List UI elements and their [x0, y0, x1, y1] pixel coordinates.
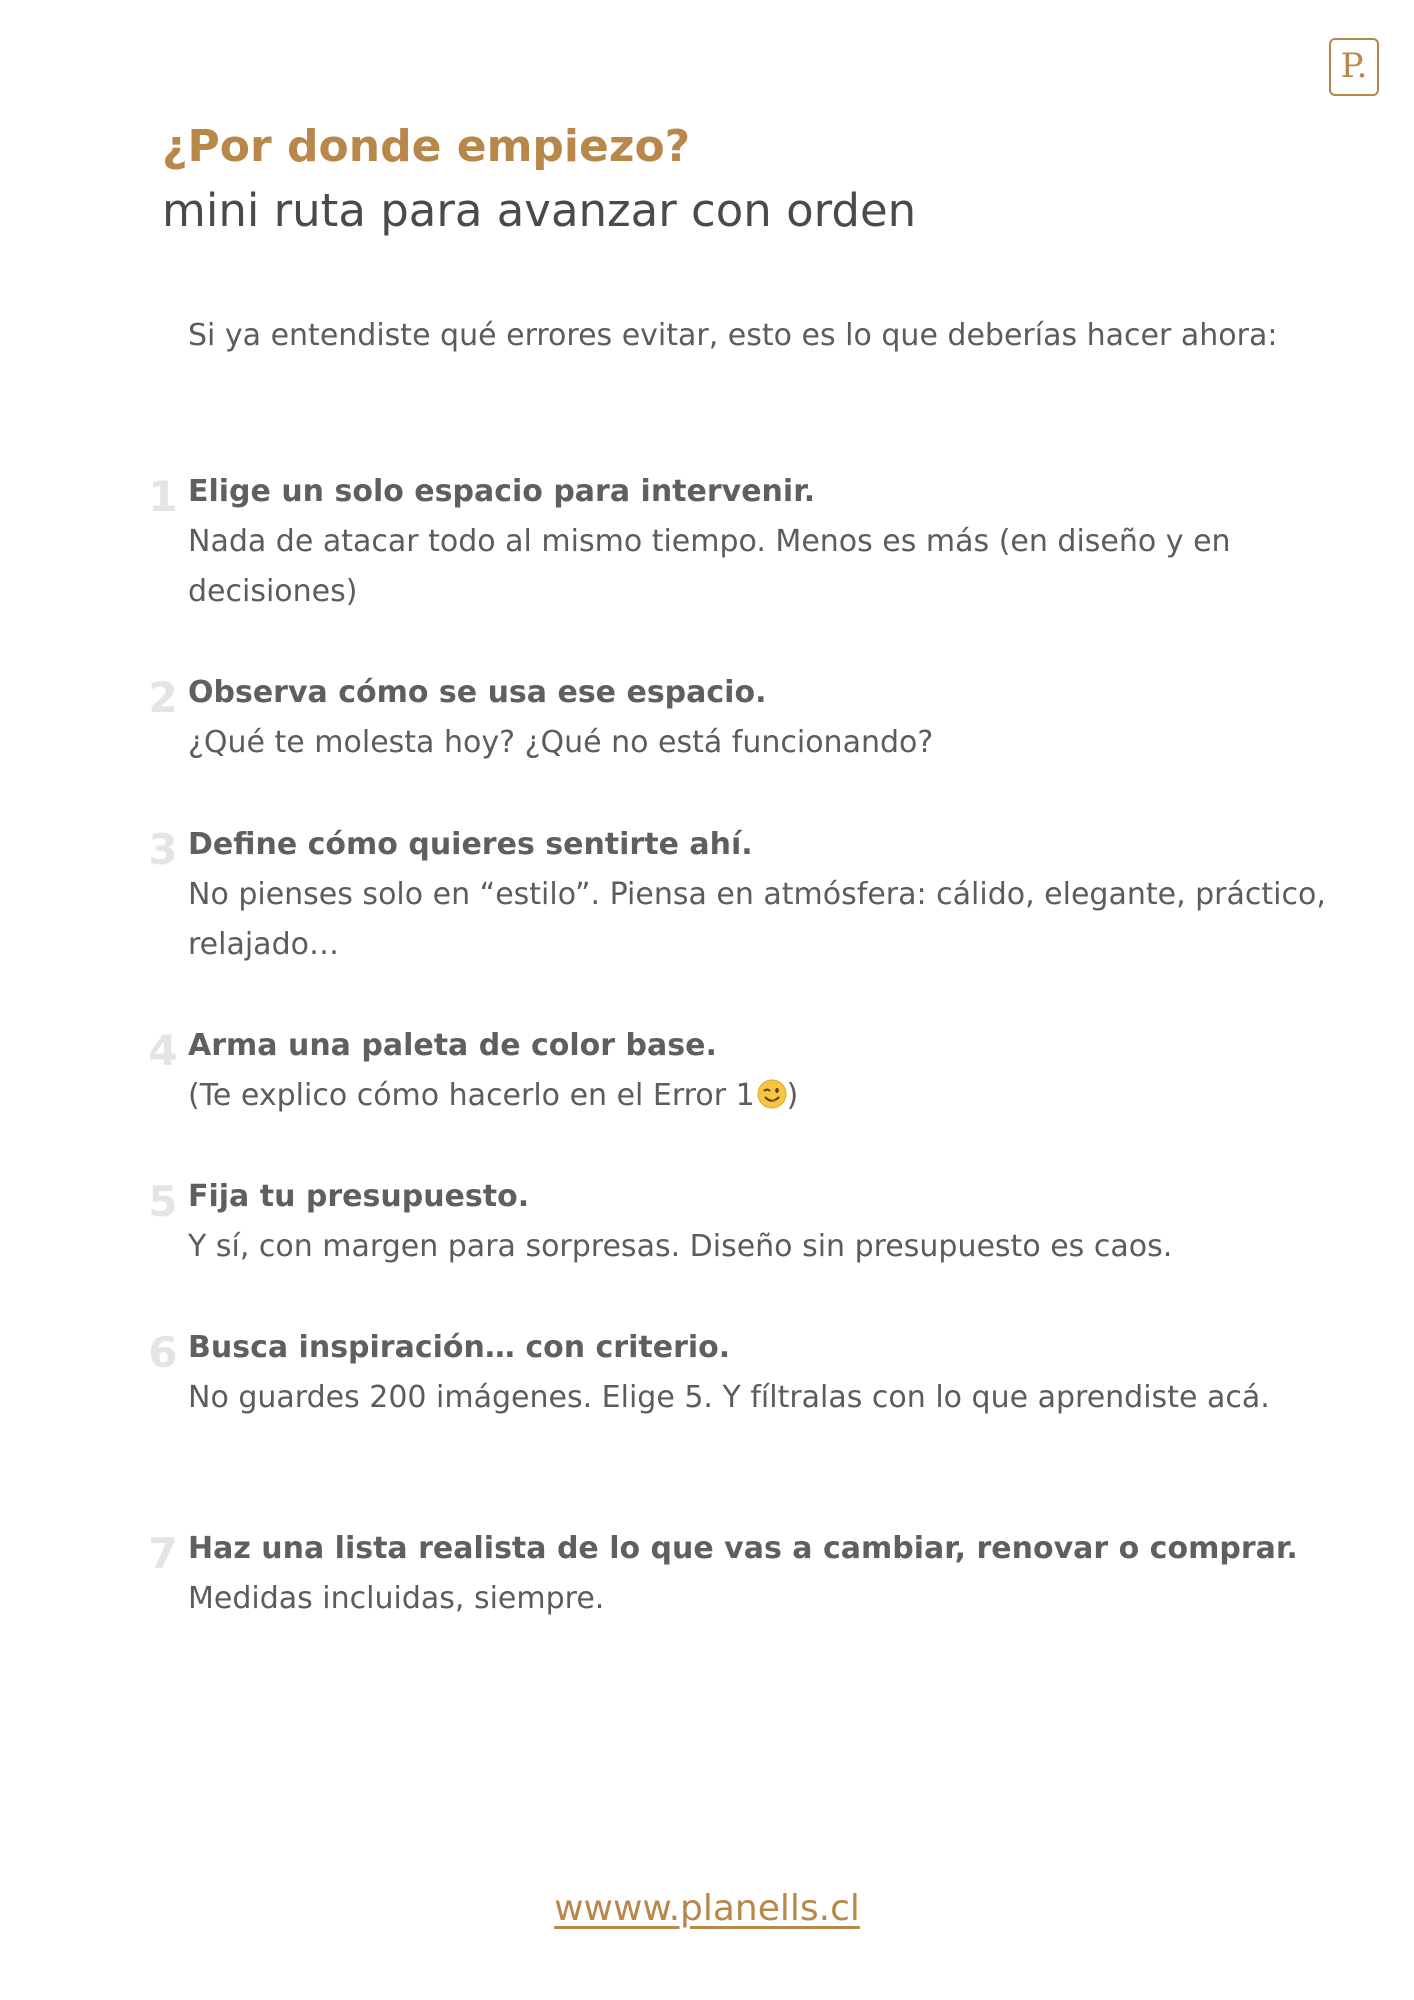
logo-letter: P. [1340, 46, 1368, 86]
step-number: 5 [148, 1177, 178, 1226]
step-title: Arma una paleta de color base. [188, 1028, 717, 1063]
step-title: Elige un solo espacio para intervenir. [188, 474, 816, 509]
brand-logo [1329, 38, 1379, 96]
step-number: 1 [148, 472, 178, 521]
step-description: Medidas incluidas, siempre. [188, 1581, 605, 1616]
step-number: 3 [148, 825, 178, 874]
step-description-text-end: ) [786, 1078, 799, 1113]
step-title: Observa cómo se usa ese espacio. [188, 675, 767, 710]
step-title: Haz una lista realista de lo que vas a cambiar, renovar o comprar. [188, 1531, 1298, 1566]
website-link[interactable]: wwww.planells.cl [554, 1888, 860, 1929]
page-title: ¿Por donde empiezo? [162, 121, 691, 172]
step-description-text: (Te explico cómo hacerlo en el Error 1 [188, 1078, 755, 1113]
page-subtitle: mini ruta para avanzar con orden [162, 184, 917, 237]
step-title: Define cómo quieres sentirte ahí. [188, 827, 753, 862]
step-description [188, 1071, 1328, 1121]
step-title: Fija tu presupuesto. [188, 1179, 530, 1214]
step-description: ¿Qué te molesta hoy? ¿Qué no está funcionando? [188, 725, 934, 760]
step-description: Y sí, con margen para sorpresas. Diseño sin presupuesto es caos. [188, 1229, 1173, 1264]
step-description: No pienses solo en “estilo”. Piensa en atmósfera: cálido, elegante, práctico, relajado… [188, 877, 1326, 962]
winking-face-icon [757, 1079, 787, 1109]
step-number: 2 [148, 673, 178, 722]
step-number: 7 [148, 1529, 178, 1578]
step-title: Busca inspiración… con criterio. [188, 1330, 731, 1365]
step-description: No guardes 200 imágenes. Elige 5. Y fíltralas con lo que aprendiste acá. [188, 1380, 1270, 1415]
step-description: Nada de atacar todo al mismo tiempo. Menos es más (en diseño y en decisiones) [188, 524, 1231, 609]
step-number: 4 [148, 1026, 178, 1075]
step-number: 6 [148, 1328, 178, 1377]
intro-text: Si ya entendiste qué errores evitar, esto es lo que deberías hacer ahora: [188, 318, 1278, 353]
